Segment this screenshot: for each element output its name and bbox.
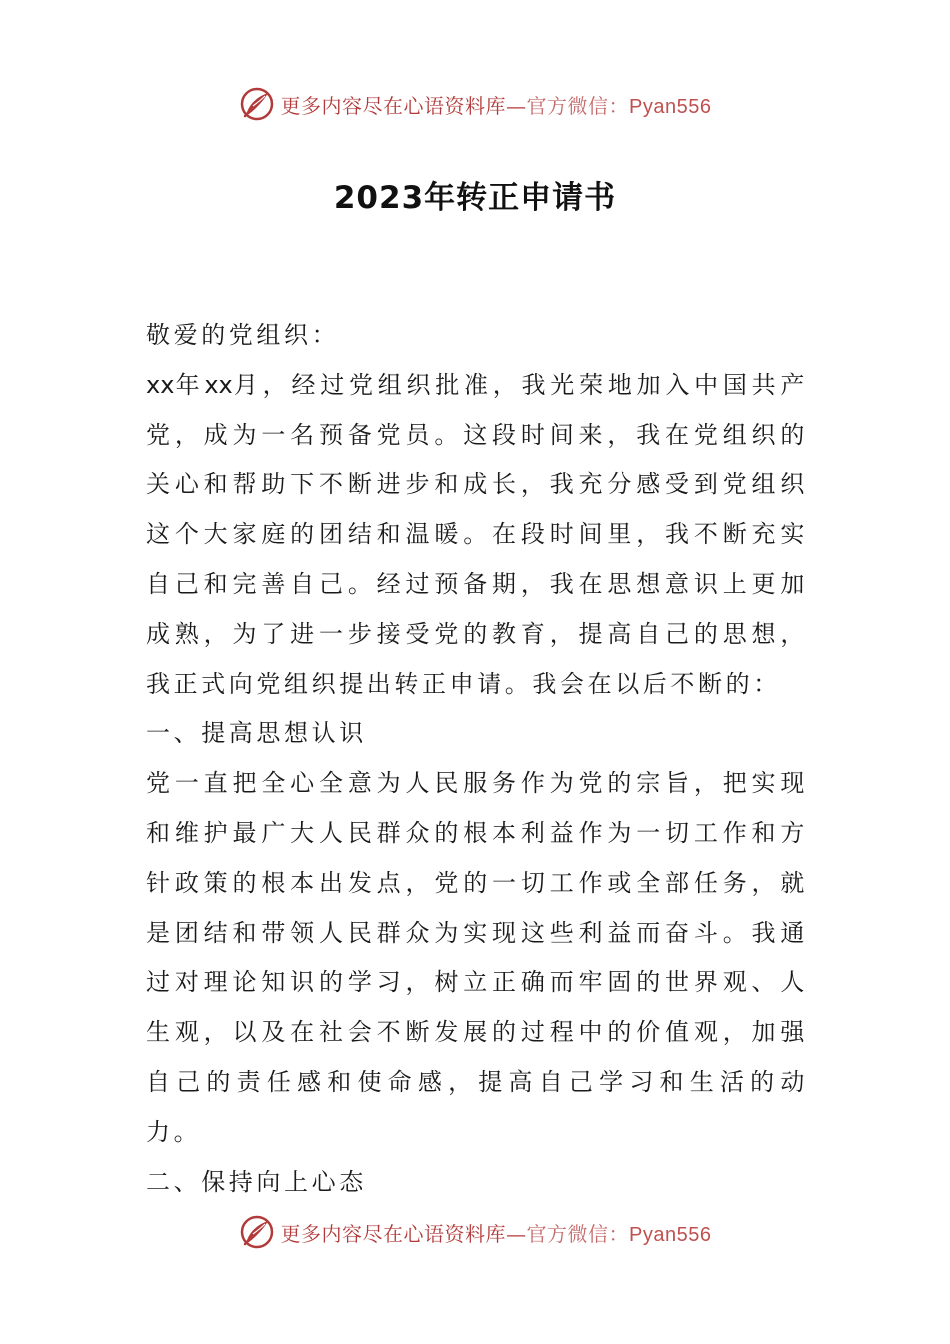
pen-logo-icon (239, 86, 275, 122)
footer-banner (0, 1212, 950, 1252)
section-body-1: 党一直把全心全意为人民服务作为党的宗旨，把实现和维护最广大人民群众的根本利益作为一切工作和方针政策的根本出发点，党的一切工作或全部任务，就是团结和带领人民群众为实现这些利益而奋斗。我通过对理论知识的学习，树立正确而牢固的世界观、人生观，以及在社会不断发展的过程中的价值观，加强自己的责任感和使命感，提高自己学习和生活的动力。 (146, 769, 808, 1146)
footer-banner-text: 更多内容尽在心语资料库—官方微信：Pyan556 (280, 1221, 712, 1246)
footer-banner-content (239, 1214, 712, 1250)
header-banner (0, 84, 950, 124)
section-heading-2: 二、保持向上心态 (146, 1167, 367, 1196)
section-heading-1: 一、提高思想认识 (146, 719, 367, 748)
document-body (146, 311, 808, 1207)
pen-logo-icon (239, 1214, 275, 1250)
salutation: 敬爱的党组织： (146, 321, 340, 349)
header-banner-text: 更多内容尽在心语资料库—官方微信：Pyan556 (280, 93, 712, 118)
intro-paragraph: xx年xx月，经过党组织批准，我光荣地加入中国共产党，成为一名预备党员。这段时间来，我在党组织的关心和帮助下不断进步和成长，我充分感受到党组织这个大家庭的团结和温暖。在段时间里，我不断充实自己和完善自己。经过预备期，我在思想意识上更加成熟，为了进一步接受党的教育，提高自己的思想，我正式向党组织提出转正申请。我会在以后不断的： (146, 370, 809, 698)
document-title: 2023年转正申请书 (333, 180, 617, 216)
header-banner-content (239, 86, 712, 122)
